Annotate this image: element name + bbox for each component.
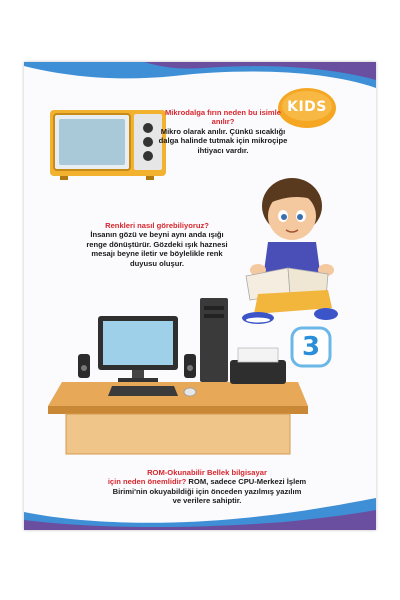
- rom-line2: [62, 477, 352, 486]
- page-number: 3: [301, 332, 321, 362]
- microwave-answer: Mikro olarak anılır. Çünkü sıcaklığı dalga halinde tutmak için mikroçipe ihtiyacı vardır.: [158, 126, 288, 155]
- rom-answer-line2: ROM, sadece CPU-Merkezi İşlem: [188, 477, 307, 487]
- rom-answer-line3: Birimi'nin okuyabildiği için önceden yazılmış yazılım: [112, 486, 302, 496]
- microwave-illustration: [46, 104, 170, 184]
- book-page: [24, 62, 376, 530]
- rom-question-line2: için neden önemlidir?: [107, 477, 187, 487]
- kids-badge-label: KIDS: [287, 99, 327, 115]
- bottom-swoosh-decoration: [24, 490, 376, 530]
- microwave-question: Mikrodalga fırın neden bu isimle anılır?: [164, 108, 282, 127]
- computer-desk-illustration: [42, 298, 314, 458]
- microwave-section: [158, 108, 288, 155]
- rom-answer-line4: ve verilere sahiptir.: [172, 496, 242, 506]
- colors-section: [82, 221, 232, 268]
- colors-answer: İnsanın gözü ve beyni aynı anda ışığı renge dönüştürür. Gözdeki ışık haznesi mesajı beyne iletir ve böylelikle renk duyusu oluşur.: [86, 230, 228, 268]
- rom-question-line1: ROM-Okunabilir Bellek bilgisayar: [147, 468, 267, 477]
- colors-question: Renkleri nasıl görebiliyoruz?: [105, 221, 209, 230]
